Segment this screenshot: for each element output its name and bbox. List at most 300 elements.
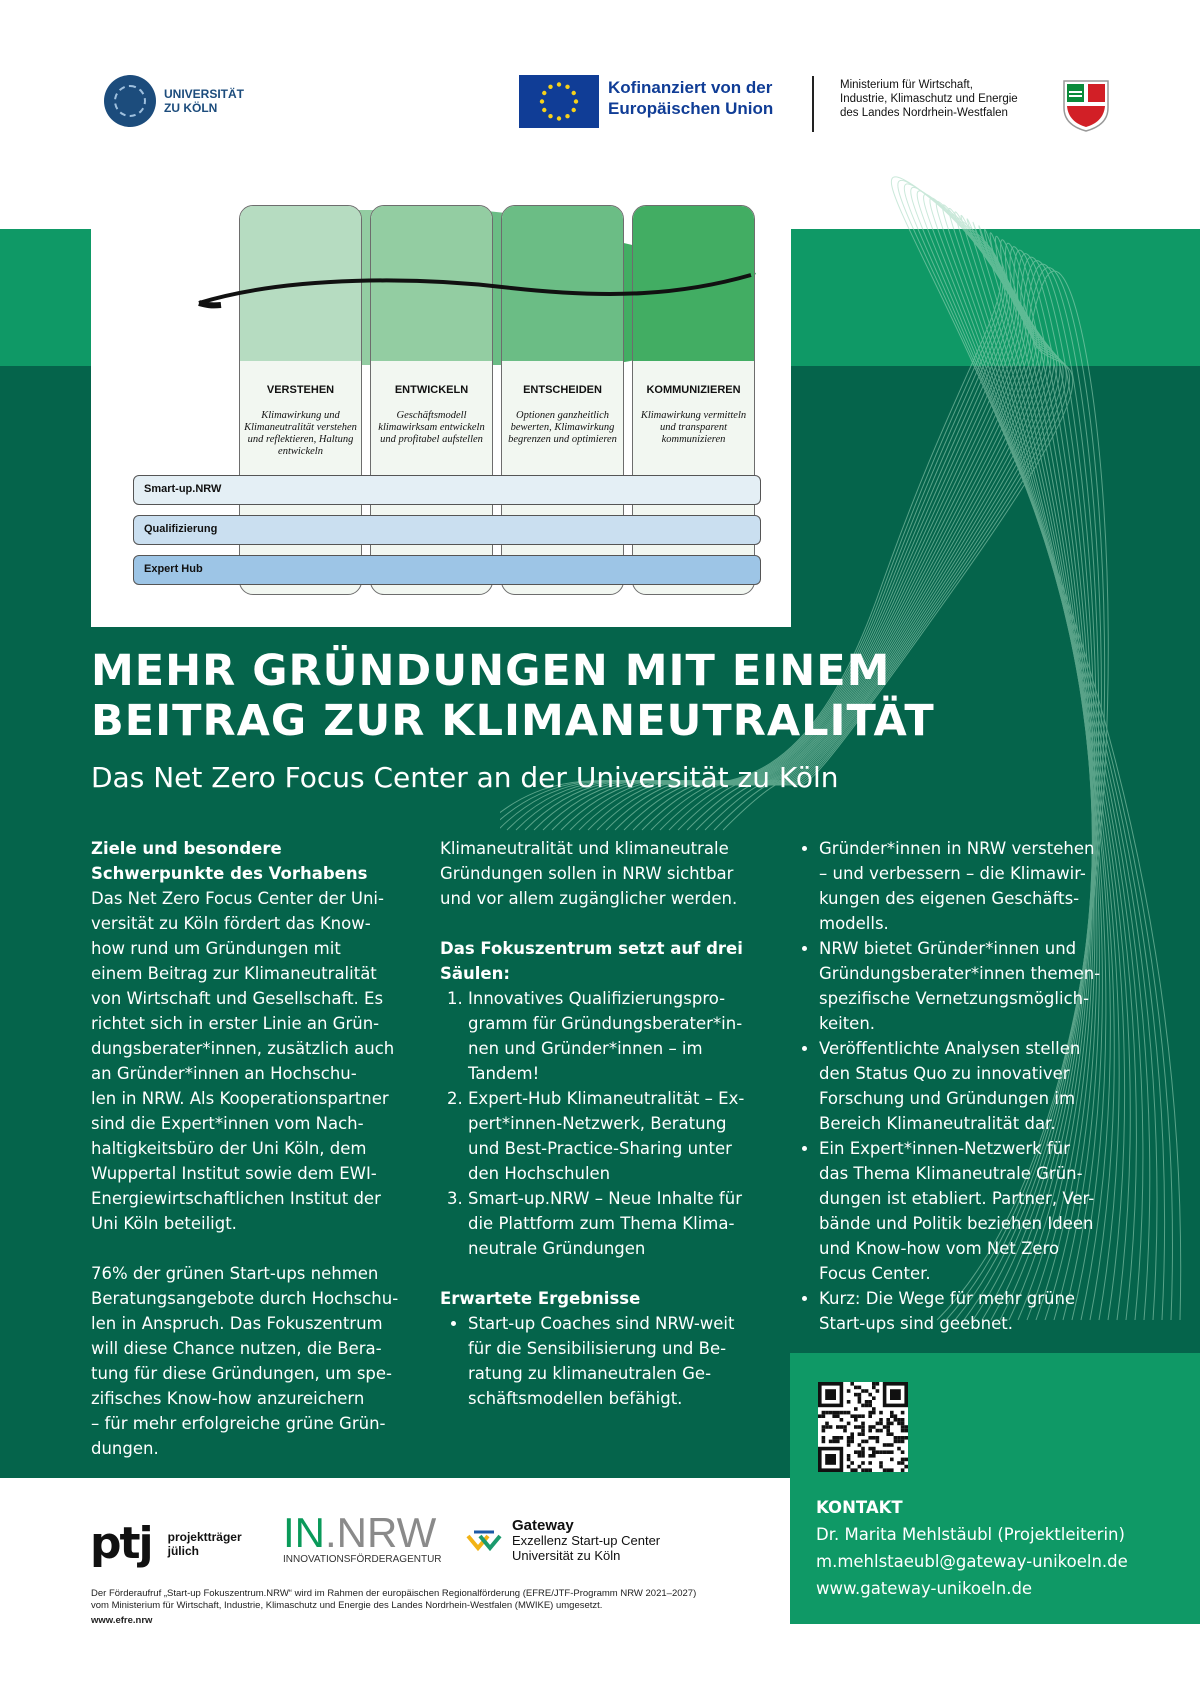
ministry-line3: des Landes Nordrhein-Westfalen xyxy=(840,107,1008,119)
pillars-list xyxy=(440,986,770,1261)
result-item-line: Focus Center. xyxy=(819,1264,931,1283)
goals-line: richtet sich in erster Linie an Grün- xyxy=(91,1014,380,1033)
leaf-stem xyxy=(91,205,791,405)
qr-module xyxy=(890,1468,894,1472)
result-item-line: und Know-how vom Net Zero xyxy=(819,1239,1060,1258)
result-item xyxy=(819,1136,1131,1286)
qr-module xyxy=(836,1436,840,1440)
qr-module xyxy=(847,1422,851,1426)
ministry-line1: Ministerium für Wirtschaft, xyxy=(840,79,973,91)
results-heading-text: Erwartete Ergebnisse xyxy=(440,1289,641,1308)
qr-module xyxy=(854,1393,858,1397)
intro-paragraph xyxy=(440,836,770,911)
ptj-line2: jülich xyxy=(167,1543,199,1558)
qr-module xyxy=(847,1465,851,1469)
pillar-item-line: 1. Innovatives Qualifizierungspro- xyxy=(468,989,726,1008)
qr-module xyxy=(872,1447,876,1451)
result-item-line: • Gründer*innen in NRW verstehen xyxy=(819,839,1095,858)
efre-link[interactable]: www.efre.nrw xyxy=(91,1615,153,1626)
qr-module xyxy=(872,1411,876,1415)
leaf-diagram xyxy=(91,205,791,627)
ptj-logo-mark: ptj xyxy=(90,1518,152,1569)
qr-module xyxy=(861,1414,865,1418)
pillar-item-line: die Plattform zum Thema Klima- xyxy=(468,1214,735,1233)
funding-note xyxy=(91,1588,791,1627)
qr-module xyxy=(868,1447,872,1451)
qr-module xyxy=(847,1436,851,1440)
qr-module xyxy=(872,1386,876,1390)
qr-module xyxy=(890,1422,894,1426)
qr-module xyxy=(872,1425,876,1429)
qr-module xyxy=(901,1411,905,1415)
result-item-line: Start-ups sind geebnet. xyxy=(819,1314,1013,1333)
qr-module xyxy=(901,1429,905,1433)
pillars-heading-2 xyxy=(440,961,770,986)
qr-module xyxy=(822,1440,826,1444)
goals-heading-line2: Schwerpunkte des Vorhabens xyxy=(91,864,368,883)
green-band-left xyxy=(0,229,92,366)
qr-module xyxy=(901,1440,905,1444)
qr-module xyxy=(822,1411,826,1415)
qr-module xyxy=(829,1425,833,1429)
eu-cofinancing-text xyxy=(608,77,773,119)
qr-module xyxy=(886,1443,890,1447)
ptj-logo xyxy=(90,1518,242,1569)
qr-module xyxy=(847,1400,851,1404)
qr-module xyxy=(876,1422,880,1426)
result-item-line: für die Sensibilisierung und Be- xyxy=(468,1339,727,1358)
qr-module xyxy=(850,1440,854,1444)
pillar-item-line: und Best-Practice-Sharing unter xyxy=(468,1139,732,1158)
qr-module xyxy=(879,1429,883,1433)
startups-line: dungen. xyxy=(91,1439,159,1458)
eu-star xyxy=(572,108,576,112)
result-item-line: Forschung und Gründungen im xyxy=(819,1089,1076,1108)
column-goals xyxy=(91,836,411,1461)
qr-module xyxy=(832,1414,836,1418)
qr-module xyxy=(904,1436,908,1440)
startups-line: len in Anspruch. Das Fokuszentrum xyxy=(91,1314,383,1333)
startups-line: Beratungsangebote durch Hochschu- xyxy=(91,1289,399,1308)
qr-module xyxy=(904,1425,908,1429)
qr-module xyxy=(883,1468,887,1472)
startups-line: tung für diese Gründungen, um spe- xyxy=(91,1364,392,1383)
page-subtitle: Das Net Zero Focus Center an der Universität zu Köln xyxy=(91,761,839,794)
qr-module xyxy=(836,1425,840,1429)
pillars-heading-line2: Säulen: xyxy=(440,964,510,983)
qr-module xyxy=(868,1414,872,1418)
qr-module xyxy=(876,1436,880,1440)
qr-module xyxy=(854,1418,858,1422)
qr-module xyxy=(850,1461,854,1465)
ministry-line2: Industrie, Klimaschutz und Energie xyxy=(840,93,1018,105)
qr-module xyxy=(901,1458,905,1462)
qr-module xyxy=(836,1414,840,1418)
eu-star xyxy=(542,91,546,95)
qr-module xyxy=(868,1468,872,1472)
result-item-line: spezifische Vernetzungsmöglich- xyxy=(819,989,1090,1008)
qr-module xyxy=(876,1450,880,1454)
qr-module xyxy=(876,1440,880,1444)
qr-module xyxy=(868,1411,872,1415)
goals-heading-line1: Ziele und besondere xyxy=(91,839,282,858)
qr-module xyxy=(904,1429,908,1433)
eu-star xyxy=(565,114,569,118)
innrw-main: .NRW xyxy=(325,1509,437,1556)
qr-module xyxy=(876,1389,880,1393)
bar-smartup: Smart-up.NRW xyxy=(133,475,761,505)
qr-module xyxy=(861,1432,865,1436)
innrw-prefix: IN xyxy=(283,1509,325,1556)
pillar-item-line: 2. Expert-Hub Klimaneutralität – Ex- xyxy=(468,1089,745,1108)
qr-module xyxy=(904,1458,908,1462)
qr-module xyxy=(840,1436,844,1440)
university-name-line2: ZU KÖLN xyxy=(164,101,218,115)
funding-note-line2: vom Ministerium für Wirtschaft, Industrie, Klimaschutz und Energie des Landes Nordrhein-Westfalen (MWIKE) umgesetzt. xyxy=(91,1600,603,1611)
qr-module xyxy=(897,1461,901,1465)
result-item-line: – und verbessern – die Klimawir- xyxy=(819,864,1086,883)
eu-flag-icon xyxy=(519,75,599,128)
qr-module xyxy=(879,1418,883,1422)
contact-section xyxy=(816,1494,1128,1602)
header-divider xyxy=(812,76,814,132)
qr-module xyxy=(840,1418,844,1422)
qr-module xyxy=(883,1425,887,1429)
innrw-subtitle: INNOVATIONSFÖRDERAGENTUR xyxy=(283,1554,442,1565)
qr-finder xyxy=(890,1389,901,1400)
qr-module xyxy=(843,1425,847,1429)
qr-finder xyxy=(825,1389,836,1400)
qr-module xyxy=(825,1422,829,1426)
qr-module xyxy=(886,1450,890,1454)
result-item-line: dungen ist etabliert. Partner, Ver- xyxy=(819,1189,1095,1208)
qr-module xyxy=(858,1393,862,1397)
goals-line: Energiewirtschaftlichen Institut der xyxy=(91,1189,381,1208)
contact-email[interactable]: m.mehlstaeubl@gateway-unikoeln.de xyxy=(816,1552,1128,1571)
gateway-line1: Gateway xyxy=(512,1517,574,1534)
pillar-item-line: nen und Gründer*innen – im xyxy=(468,1039,703,1058)
column-results-continued xyxy=(791,836,1131,1336)
goals-line: einem Beitrag zur Klimaneutralität xyxy=(91,964,377,983)
qr-module xyxy=(879,1450,883,1454)
qr-module xyxy=(850,1414,854,1418)
qr-module xyxy=(901,1450,905,1454)
intro-line: Klimaneutralität und klimaneutrale xyxy=(440,839,729,858)
result-item-line: kungen des eigenen Geschäfts- xyxy=(819,889,1080,908)
goals-line: sind die Expert*innen vom Nach- xyxy=(91,1114,364,1133)
qr-module xyxy=(865,1440,869,1444)
qr-module xyxy=(868,1436,872,1440)
result-item-line: den Status Quo zu innovativer xyxy=(819,1064,1070,1083)
title-line2: BEITRAG ZUR KLIMANEUTRALITÄT xyxy=(91,696,935,746)
pillar-item-line: neutrale Gründungen xyxy=(468,1239,646,1258)
qr-module xyxy=(865,1389,869,1393)
qr-module xyxy=(861,1447,865,1451)
results-list-continued xyxy=(791,836,1131,1336)
qr-module xyxy=(822,1429,826,1433)
qr-module xyxy=(858,1396,862,1400)
result-item-line: bände und Politik beziehen Ideen xyxy=(819,1214,1094,1233)
qr-module xyxy=(858,1414,862,1418)
qr-module xyxy=(822,1436,826,1440)
qr-module xyxy=(858,1443,862,1447)
page-title xyxy=(91,646,935,746)
qr-module xyxy=(886,1422,890,1426)
qr-module xyxy=(890,1443,894,1447)
qr-module xyxy=(858,1450,862,1454)
qr-module xyxy=(886,1468,890,1472)
qr-module xyxy=(886,1432,890,1436)
qr-module xyxy=(829,1440,833,1444)
pillar-title: KOMMUNIZIEREN xyxy=(646,384,741,396)
result-item xyxy=(819,1286,1131,1336)
qr-module xyxy=(890,1411,894,1415)
qr-module xyxy=(850,1436,854,1440)
qr-module xyxy=(872,1436,876,1440)
result-item-line: Gründungsberater*innen themen- xyxy=(819,964,1101,983)
pillar-item xyxy=(468,1086,770,1186)
intro-line: Gründungen sollen in NRW sichtbar xyxy=(440,864,734,883)
qr-module xyxy=(872,1396,876,1400)
eu-star xyxy=(542,108,546,112)
qr-module xyxy=(890,1414,894,1418)
results-list xyxy=(440,1311,770,1411)
qr-module xyxy=(850,1468,854,1472)
university-logo xyxy=(104,75,244,127)
qr-module xyxy=(832,1440,836,1444)
qr-module xyxy=(886,1429,890,1433)
result-item-line: Bereich Klimaneutralität dar. xyxy=(819,1114,1056,1133)
nrw-crest-icon xyxy=(1061,78,1111,132)
qr-module xyxy=(861,1429,865,1433)
result-item-line: ratung zu klimaneutralen Ge- xyxy=(468,1364,712,1383)
qr-module xyxy=(861,1461,865,1465)
qr-module xyxy=(872,1454,876,1458)
pillar-title: VERSTEHEN xyxy=(266,384,335,396)
startups-line: – für mehr erfolgreiche grüne Grün- xyxy=(91,1414,386,1433)
qr-module xyxy=(829,1411,833,1415)
qr-module xyxy=(854,1450,858,1454)
result-item-line: modells. xyxy=(819,914,889,933)
result-item-line: • Ein Expert*innen-Netzwerk für xyxy=(819,1139,1070,1158)
qr-module xyxy=(858,1425,862,1429)
qr-module xyxy=(847,1458,851,1462)
qr-module xyxy=(858,1400,862,1404)
innrw-logo xyxy=(283,1509,442,1565)
goals-paragraph xyxy=(91,886,411,1236)
results-heading xyxy=(440,1286,770,1311)
result-item-line: keiten. xyxy=(819,1014,876,1033)
qr-module xyxy=(883,1443,887,1447)
goals-line: Wuppertal Institut sowie dem EWI- xyxy=(91,1164,377,1183)
qr-module xyxy=(825,1411,829,1415)
pillar-text: Klimawirkung vermitteln und transparent kommunizieren xyxy=(640,410,747,445)
qr-module xyxy=(901,1468,905,1472)
qr-module xyxy=(904,1465,908,1469)
eu-star xyxy=(565,85,569,89)
qr-module xyxy=(858,1465,862,1469)
qr-module xyxy=(861,1454,865,1458)
result-item xyxy=(819,1036,1131,1136)
qr-module xyxy=(868,1393,872,1397)
qr-module xyxy=(897,1440,901,1444)
qr-module xyxy=(886,1418,890,1422)
pillar-title: ENTWICKELN xyxy=(394,384,469,396)
qr-module xyxy=(894,1440,898,1444)
qr-module xyxy=(901,1422,905,1426)
result-item-line: • NRW bietet Gründer*innen und xyxy=(819,939,1077,958)
qr-module xyxy=(832,1436,836,1440)
qr-module xyxy=(901,1418,905,1422)
goals-heading-2 xyxy=(91,861,411,886)
qr-module xyxy=(854,1468,858,1472)
pillar-item-line: pert*innen-Netzwerk, Beratung xyxy=(468,1114,727,1133)
eu-star xyxy=(572,91,576,95)
qr-module xyxy=(897,1418,901,1422)
pillar-text: Geschäftsmodell klimawirksam entwickeln und profitabel aufstellen xyxy=(378,410,485,445)
gateway-line3: Universität zu Köln xyxy=(512,1548,621,1563)
pillars-heading-line1: Das Fokuszentrum setzt auf drei xyxy=(440,939,743,958)
qr-module xyxy=(861,1389,865,1393)
intro-line: und vor allem zugänglicher werden. xyxy=(440,889,738,908)
qr-module xyxy=(868,1425,872,1429)
eu-star xyxy=(548,114,552,118)
goals-heading xyxy=(91,836,411,861)
qr-module xyxy=(854,1386,858,1390)
pillar-item-line: Tandem! xyxy=(468,1064,540,1083)
qr-module xyxy=(861,1440,865,1444)
contact-name: Dr. Marita Mehlstäubl (Projektleiterin) xyxy=(816,1525,1125,1544)
qr-module xyxy=(865,1404,869,1408)
qr-module xyxy=(886,1425,890,1429)
qr-module xyxy=(822,1414,826,1418)
startups-line: 76% der grünen Start-ups nehmen xyxy=(91,1264,379,1283)
qr-module xyxy=(861,1450,865,1454)
pillar-item xyxy=(468,986,770,1086)
goals-line: haltigkeitsbüro der Uni Köln, dem xyxy=(91,1139,367,1158)
qr-module xyxy=(832,1411,836,1415)
qr-module xyxy=(876,1382,880,1386)
qr-module xyxy=(843,1429,847,1433)
goals-line: how rund um Gründungen mit xyxy=(91,939,341,958)
eu-star xyxy=(574,99,578,103)
qr-module xyxy=(894,1436,898,1440)
qr-module xyxy=(897,1447,901,1451)
gateway-line2: Exzellenz Start-up Center xyxy=(512,1533,661,1548)
qr-module xyxy=(840,1411,844,1415)
pillar-item-line: 3. Smart-up.NRW – Neue Inhalte für xyxy=(468,1189,742,1208)
university-seal-icon xyxy=(104,75,156,127)
funding-note-line1: Der Förderaufruf „Start-up Fokuszentrum.NRW“ wird im Rahmen der europäischen Regionalförderung (EFRE/JTF-Programm NRW 2021–2027) xyxy=(91,1588,697,1599)
qr-module xyxy=(850,1382,854,1386)
qr-module xyxy=(872,1450,876,1454)
ministry-name xyxy=(840,78,1018,120)
qr-module xyxy=(890,1432,894,1436)
qr-module xyxy=(858,1454,862,1458)
pillar-item xyxy=(468,1186,770,1261)
column-pillars xyxy=(440,836,770,1411)
qr-module xyxy=(847,1443,851,1447)
qr-module xyxy=(865,1468,869,1472)
goals-line: von Wirtschaft und Gesellschaft. Es xyxy=(91,989,384,1008)
qr-module xyxy=(847,1389,851,1393)
qr-module xyxy=(836,1411,840,1415)
qr-module xyxy=(879,1465,883,1469)
pillar-item-line: gramm für Gründungsberater*in- xyxy=(468,1014,743,1033)
ptj-line1: projektträger xyxy=(167,1529,242,1544)
qr-module xyxy=(868,1400,872,1404)
title-line1: MEHR GRÜNDUNGEN MIT EINEM xyxy=(91,646,891,696)
gateway-logo xyxy=(466,1518,660,1563)
qr-code[interactable] xyxy=(818,1382,908,1472)
qr-module xyxy=(865,1400,869,1404)
pillar-item-line: den Hochschulen xyxy=(468,1164,611,1183)
qr-module xyxy=(861,1468,865,1472)
goals-line: Uni Köln beteiligt. xyxy=(91,1214,237,1233)
startups-paragraph xyxy=(91,1261,411,1461)
qr-module xyxy=(847,1411,851,1415)
qr-module xyxy=(868,1454,872,1458)
qr-finder xyxy=(825,1454,836,1465)
qr-module xyxy=(818,1414,822,1418)
qr-module xyxy=(854,1407,858,1411)
goals-line: len in NRW. Als Kooperationspartner xyxy=(91,1089,389,1108)
goals-line: versität zu Köln fördert das Know- xyxy=(91,914,371,933)
qr-module xyxy=(894,1418,898,1422)
bar-qualifizierung: Qualifizierung xyxy=(133,515,761,545)
eu-star xyxy=(557,116,561,120)
result-item-line: • Kurz: Die Wege für mehr grüne xyxy=(819,1289,1076,1308)
eu-text-line1: Kofinanziert von der xyxy=(608,78,773,97)
qr-module xyxy=(840,1425,844,1429)
eu-text-line2: Europäischen Union xyxy=(608,99,774,118)
qr-module xyxy=(872,1382,876,1386)
qr-module xyxy=(890,1458,894,1462)
startups-line: zifisches Know-how anzureichern xyxy=(91,1389,365,1408)
qr-module xyxy=(879,1422,883,1426)
startups-line: will diese Chance nutzen, die Bera- xyxy=(91,1339,382,1358)
eu-star xyxy=(557,82,561,86)
qr-module xyxy=(825,1425,829,1429)
qr-module xyxy=(897,1436,901,1440)
contact-heading: KONTAKT xyxy=(816,1498,903,1517)
result-item-line: • Start-up Coaches sind NRW-weit xyxy=(468,1314,735,1333)
qr-module xyxy=(854,1414,858,1418)
eu-star xyxy=(548,85,552,89)
qr-module xyxy=(854,1425,858,1429)
qr-module xyxy=(858,1386,862,1390)
qr-module xyxy=(879,1461,883,1465)
qr-module xyxy=(876,1429,880,1433)
eu-star xyxy=(540,99,544,103)
qr-module xyxy=(868,1429,872,1433)
qr-module xyxy=(836,1440,840,1444)
result-item xyxy=(468,1311,770,1411)
bar-experthub: Expert Hub xyxy=(133,555,761,585)
result-item xyxy=(819,936,1131,1036)
pillars-heading xyxy=(440,936,770,961)
qr-module xyxy=(843,1411,847,1415)
qr-module xyxy=(868,1404,872,1408)
result-item-line: • Veröffentlichte Analysen stellen xyxy=(819,1039,1081,1058)
qr-module xyxy=(822,1425,826,1429)
qr-module xyxy=(861,1422,865,1426)
qr-module xyxy=(897,1422,901,1426)
qr-module xyxy=(901,1436,905,1440)
university-name-line1: UNIVERSITÄT xyxy=(164,87,245,101)
contact-website[interactable]: www.gateway-unikoeln.de xyxy=(816,1579,1033,1598)
qr-module xyxy=(847,1440,851,1444)
